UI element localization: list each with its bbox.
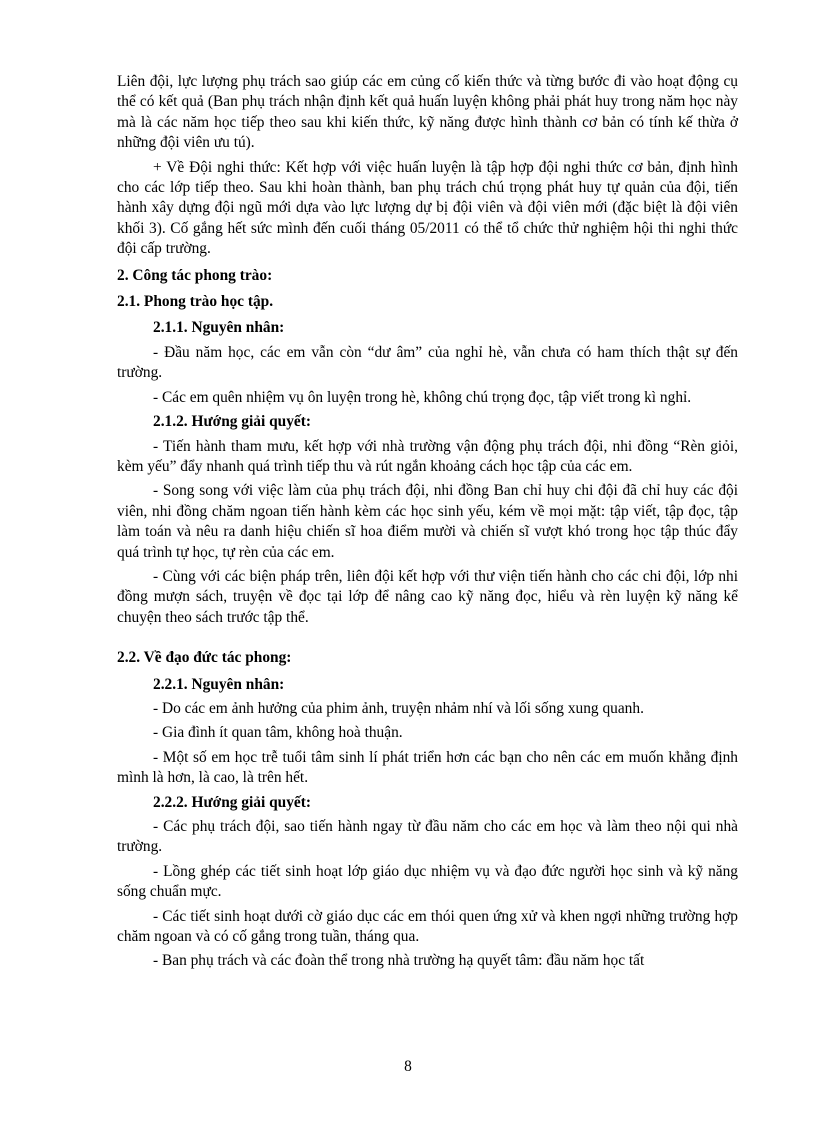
paragraph-list-item: - Song song với việc làm của phụ trách đội, nhi đồng Ban chỉ huy chi đội đã chỉ huy các đội viên, nhi đồng chăm ngoan tiến hành kèm các học sinh yếu, kém về mọi mặt: tập viết, tập đọc, tập làm toán và nêu ra danh hiệu chiến sĩ hoa điểm mười và chiến sĩ vượt khó trong học tập thúc đẩy quá trình tự học, tự rèn của các em. [117, 482, 738, 561]
paragraph-nghi-thuc: + Về Đội nghi thức: Kết hợp với việc huấn luyện là tập hợp đội nghi thức cơ bản, định hình cho các lớp tiếp theo. Sau khi hoàn thành, ban phụ trách chú trọng phát huy tự quản của đội, tiến hành xây dựng đội ngũ mới dựa vào lực lượng dự bị đội viên và đội viên mới (đặc biệt là đội viên khối 3). Cố gắng hết sức mình đến cuối tháng 05/2011 có thể tổ chức thử nghiệm hội thi nghi thức đội cấp trường. [117, 158, 738, 258]
heading-2-1-2: 2.1.2. Hướng giải quyết: [153, 413, 311, 431]
paragraph-list-item: - Các tiết sinh hoạt dưới cờ giáo dục các em thói quen ứng xử và khen ngợi những trường hợp chăm ngoan và có cố gắng trong tuần, tháng qua. [117, 907, 738, 946]
paragraph-list-item: - Ban phụ trách và các đoàn thể trong nhà trường hạ quyết tâm: đầu năm học tất [153, 952, 645, 970]
section-spacer [117, 632, 738, 642]
heading-2-2: 2.2. Về đạo đức tác phong: [117, 649, 292, 667]
page-number: 8 [404, 1058, 412, 1075]
paragraph-intro: Liên đội, lực lượng phụ trách sao giúp các em củng cố kiến thức và từng bước đi vào hoạt động cụ thể có kết quả (Ban phụ trách nhận định kết quả huấn luyện không phải phát huy trong năm học này mà là các năm học tiếp theo sau khi kiến thức, kỹ năng được hình thành cơ bản có tính kế thừa ở những đội viên ưu tú). [117, 73, 738, 152]
paragraph-list-item: - Các phụ trách đội, sao tiến hành ngay từ đầu năm cho các em học và làm theo nội qui nhà trường. [117, 818, 738, 856]
paragraph-list-item: - Đầu năm học, các em vẫn còn “dư âm” của nghỉ hè, vẫn chưa có ham thích thật sự đến trường. [117, 343, 738, 382]
paragraph-list-item: - Lồng ghép các tiết sinh hoạt lớp giáo dục nhiệm vụ và đạo đức người học sinh và kỹ năng sống chuẩn mực. [117, 862, 738, 901]
heading-2-2-1: 2.2.1. Nguyên nhân: [153, 675, 285, 693]
heading-2-1-1: 2.1.1. Nguyên nhân: [153, 319, 285, 337]
paragraph-list-item: - Gia đình ít quan tâm, không hoà thuận. [153, 724, 403, 742]
document-page [117, 72, 738, 976]
paragraph-list-item: - Cùng với các biện pháp trên, liên đội kết hợp với thư viện tiến hành cho các chi đội, lớp nhi đồng mượn sách, truyện về đọc tại lớp để nâng cao kỹ năng đọc, hiểu và rèn luyện kỹ năng kể chuyện theo sách trước tập thể. [117, 567, 738, 626]
heading-2-1: 2.1. Phong trào học tập. [117, 293, 274, 311]
paragraph-list-item: - Một số em học trễ tuổi tâm sinh lí phát triển hơn các bạn cho nên các em muốn khẳng định mình là hơn, là cao, là trên hết. [117, 748, 738, 787]
heading-2: 2. Công tác phong trào: [117, 266, 273, 284]
paragraph-list-item: - Các em quên nhiệm vụ ôn luyện trong hè, không chú trọng đọc, tập viết trong kì nghỉ. [153, 388, 692, 406]
paragraph-list-item: - Do các em ảnh hưởng của phim ảnh, truyện nhảm nhí và lối sống xung quanh. [153, 699, 644, 717]
heading-2-2-2: 2.2.2. Hướng giải quyết: [153, 793, 311, 811]
paragraph-list-item: - Tiến hành tham mưu, kết hợp với nhà trường vận động phụ trách đội, nhi đồng “Rèn giỏi, kèm yếu” đẩy nhanh quá trình tiếp thu và rút ngắn khoảng cách học tập của các em. [117, 437, 738, 475]
